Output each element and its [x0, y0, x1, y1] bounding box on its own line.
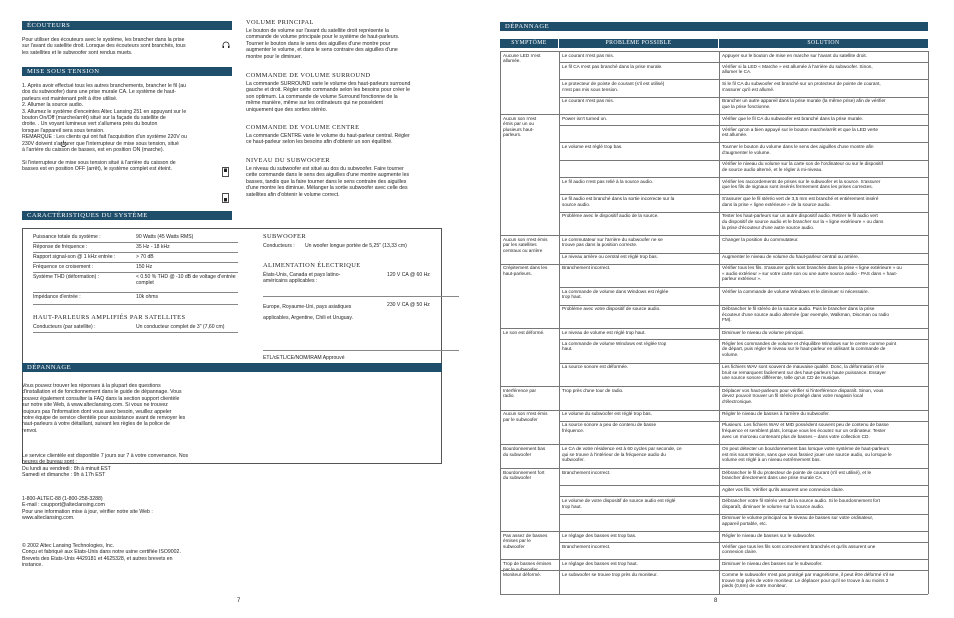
cell-line: une source sonore différente, telle qu'un CD de musique.: [722, 375, 841, 381]
headphone-jack-icon: [222, 36, 230, 54]
text-line: 2. Allumer la source audio.: [22, 102, 84, 109]
cell-line: Tourner le bouton du volume dans le sens des aiguilles d'une montre afin: [722, 144, 874, 150]
cell-line: brancher directement dans une prise murale CA.: [722, 475, 824, 481]
cell-line: Vérifier que le fil CA du subwoofer est branché dans la prise murale.: [722, 115, 864, 121]
cell-line: Changer la position du commutateur.: [722, 236, 799, 242]
cell-line: trop haut.: [562, 503, 582, 509]
volume-principal-text: [246, 28, 456, 60]
cell-line: parleurs.: [503, 132, 522, 138]
text-line: 1-800-ALTEC-88 (1-800-258-3288): [22, 496, 103, 502]
text-line: lorsque l'appareil sera sous tension.: [22, 127, 105, 134]
table-cell: [722, 515, 926, 532]
table-cell: [562, 544, 717, 561]
cell-line: Comme le subwoofer n'est pas protégé par magnétisme, il peut être déformé s'il se: [722, 572, 895, 578]
spec-value: 10k ohms: [136, 294, 159, 300]
table-cell: [722, 144, 926, 161]
text-line: bouton On/Off (marche/arrêt) situé sur la façade du satellite de: [22, 115, 166, 122]
volume-principal-heading: VOLUME PRINCIPAL: [246, 19, 314, 26]
text-line: Pour utiliser des écouteurs avec le système, les brancher dans la prise: [22, 37, 185, 43]
cell-line: de source audio alterné, et le régler à mi-niveau.: [722, 166, 823, 172]
cell-line: par les satellites: [503, 242, 537, 248]
spec-row: [33, 293, 238, 305]
subwoofer-heading: SUBWOOFER: [263, 233, 307, 240]
table-rule: [500, 51, 501, 594]
table-rule: [559, 51, 560, 594]
text-line: www.alteclansing.com.: [22, 515, 75, 522]
text-line: 1. Après avoir effectué tous les autres branchements, brancher le fil (au: [22, 83, 186, 89]
spec-row: [33, 253, 238, 263]
cell-line: par le subwoofer: [503, 566, 538, 572]
cell-line: Trop près d'une tour de radio.: [562, 387, 624, 393]
cell-line: volume.: [722, 351, 739, 357]
spec-label: Conducteurs (par satellite) :: [33, 324, 96, 330]
text-line: basses, tandis que la faire tourner dans le sens contraire des aiguilles: [246, 178, 407, 185]
cell-line: Agiter vos fils. Vérifier qu'ils assurent une connexion claire.: [722, 486, 845, 492]
spec-value: > 70 dB: [136, 254, 154, 260]
spec-row: [33, 273, 238, 293]
col-header-solution: SOLUTION: [719, 39, 928, 48]
cell-line: parleur extérieur ».: [722, 276, 762, 282]
contact-text: [22, 496, 262, 522]
spec-label: ETL/cETL/CE/NOM/IRAM Approuvé: [263, 355, 345, 361]
cell-line: Trop de basses émises: [503, 560, 552, 566]
cell-line: Le fil audio n'est pas relié à la source audio.: [562, 178, 654, 184]
cell-line: Vérifier tous les fils. S'assurer qu'ils sont branchés dans la prise « ligne extérieure » ou: [722, 265, 902, 271]
cell-line: bruit se remarquent facilement sur des haut-parleurs haute puissance. Essayer: [722, 369, 886, 375]
cell-line: S'assurer que le fil stéréo vert de 3,5 mm est branché et entièrement inséré: [722, 196, 879, 201]
cell-line: Débrancher votre fil stéréo vert de la source audio. Si le bourdonnement fort: [722, 497, 880, 503]
table-cell: [562, 81, 717, 98]
cell-line: « audio extérieur » sur votre carte son ou une autre source audio - PAS dans « haut-: [722, 270, 898, 276]
cell-line: Diminuer le niveau des basses sur le subwoofer.: [722, 560, 823, 566]
cell-line: trop haut.: [562, 294, 582, 300]
cell-line: devez pouvoir trouver un fil stéréo protégé dans votre magasin local: [722, 393, 863, 399]
spec-label: Fréquence ce croisement :: [33, 264, 94, 270]
cell-line: écouteur d'une source audio alternée (par exemple, Walkman, Discman ou radio: [722, 311, 889, 317]
cell-line: est allumée.: [722, 132, 748, 138]
cell-line: Problème avec le dispositif audio de la source.: [562, 213, 659, 219]
cell-line: avec un morceau contenant plus de basses – dans votre collection CD.: [722, 433, 870, 439]
cell-line: Aucun son n'est: [503, 115, 537, 121]
cell-line: allumée.: [503, 58, 521, 64]
table-cell: [503, 470, 557, 510]
text-line: basses est en position OFF (arrêt), le système complet est éteint.: [22, 166, 172, 173]
text-line: Conçu et fabriqué aux États-Unis dans notre usine certifiée ISO9002.: [22, 549, 181, 556]
cell-line: Le niveau arrière ou central est réglé trop bas.: [562, 254, 658, 260]
table-cell: [722, 289, 926, 306]
spec-row: [33, 323, 238, 333]
surround-text: [246, 81, 456, 113]
cell-line: appareil portable, etc.: [722, 520, 768, 526]
spec-value: Un conducteur complet de 3" (7,60 cm): [136, 324, 225, 330]
spec-label: Europe, Royaume-Uni, pays asiatiques applicables, Argentine, Chili et Uruguay.: [263, 304, 353, 321]
cell-line: Régler le niveau de basses sur le subwoofer.: [722, 532, 816, 538]
table-cell: [722, 161, 926, 178]
text-line: montre pour le diminuer.: [246, 53, 302, 60]
cell-line: Le volume de votre dispositif de source audio est réglé: [562, 497, 676, 503]
service-text: [22, 453, 262, 479]
text-line: Samedi et dimanche : 9h à 17h EST: [22, 472, 106, 479]
spec-label: Rapport signal-son @ 1 kHz entrée :: [33, 254, 116, 260]
depannage-text: [22, 383, 262, 434]
spec-label: Système THD (déformation) :: [33, 274, 100, 280]
cell-line: Bourdonnement fort: [503, 469, 545, 475]
cell-line: volume est réglé à un niveau extrêmement bas.: [722, 457, 821, 463]
table-cell: [722, 388, 926, 412]
cell-line: Si le fil CA du subwoofer est branché sur un protecteur de pointe de courant,: [722, 81, 881, 86]
text-line: heures de bureau sont :: [22, 459, 77, 466]
text-line: uniquement que des sorties stéréo.: [246, 106, 328, 113]
switch-off-icon: [222, 190, 229, 208]
table-cell: [722, 446, 926, 470]
cell-line: par le subwoofer: [503, 416, 538, 422]
text-line: sur notre site Web, à www.alteclansing.com. Si vous ne trouvez: [22, 402, 168, 409]
cell-line: Tester les haut-parleurs sur un autre dispositif audio. Retirer le fil audio vert: [722, 213, 878, 219]
niveau-subwoofer-text: [246, 166, 456, 198]
cell-line: Diminuer le volume principal ou le niveau de basses sur votre ordinateur,: [722, 515, 874, 521]
text-line: REMARQUE : Les clients qui ont fait l'acquisition d'un système 220V ou: [22, 134, 187, 141]
depannage-table-heading: DÉPANNAGE: [500, 22, 928, 31]
text-line: haut-parleurs à votre détaillant, suivant les règles de la police de: [22, 421, 170, 428]
cell-line: [562, 161, 717, 167]
cell-line: Débrancher le fil du protecteur de pointe de courant (s'il est utilisé), et le: [722, 469, 872, 475]
cell-line: trouve trop près de votre moniteur. Le déplacer pour qu'il se trouve à au moins 2: [722, 577, 889, 583]
cell-line: [562, 487, 717, 493]
cell-line: Le son est déformé.: [503, 329, 545, 335]
hp-heading: HAUT-PARLEURS AMPLIFIÉS PAR SATELLITES: [33, 314, 186, 321]
footer-text: [22, 543, 262, 569]
cell-line: Plusieurs. Les fichiers WAV et MID possèdent souvent peu de contenu de basse: [722, 422, 889, 428]
table-cell: [722, 422, 926, 446]
cell-line: Le réglage des basses est trop bas.: [562, 532, 637, 538]
cell-line: Vérifier le niveau du volume sur la carte son de l'ordinateur ou sur le dispositif: [722, 161, 883, 167]
cell-line: émis par un ou: [503, 121, 535, 127]
cell-line: Vérifier les raccordements de prises sur le subwoofer et la source. S'assurer: [722, 178, 881, 184]
cell-line: Débrancher le fil stéréo de la source audio. Puis le brancher dans la prise: [722, 306, 875, 312]
table-cell: [722, 127, 926, 144]
cell-line: Le niveau de volume est réglé trop haut.: [562, 329, 646, 335]
table-cell: [562, 341, 717, 365]
spec-value: 120 V CA @ 60 Hz: [387, 272, 430, 278]
table-rule: [719, 51, 720, 594]
cell-line: [562, 515, 717, 521]
table-cell: [562, 446, 717, 470]
cell-line: s'assurer qu'il est allumé.: [722, 86, 775, 92]
cell-line: Vérifier qu'on a bien appuyé sur le bouton marche/arrêt et que la LED verte: [722, 126, 878, 132]
table-cell: [503, 572, 557, 612]
cell-line: fréquence.: [562, 428, 585, 434]
table-rule: [928, 51, 929, 594]
table-cell: [562, 161, 717, 178]
cell-line: trouve pas dans la position correcte.: [562, 242, 638, 248]
text-line: droite. . Un voyant lumineux vert s'allumera près du bouton: [22, 121, 158, 128]
table-cell: [722, 81, 926, 98]
cell-line: Vérifier la commande de volume Windows et le diminuer si nécessaire.: [722, 288, 869, 294]
switch-on-icon: [222, 164, 229, 182]
cell-line: Brancher un autre appareil dans la prise murale (la même prise) afin de vérifier: [722, 98, 886, 104]
text-line: renvoi.: [22, 427, 38, 434]
text-line: 3. Allumez le système d'enceintes Altec Lansing 251 en appuyant sur le: [22, 108, 187, 115]
cell-line: Branchement incorrect.: [562, 265, 611, 271]
table-cell: [722, 237, 926, 254]
table-cell: [722, 179, 926, 196]
spec-label: Impédance d'entrée :: [33, 294, 81, 300]
cell-line: de départ, puis régler le niveau sur le haut-parleur en utilisant la commande de: [722, 346, 886, 352]
cell-line: haut.: [562, 346, 573, 352]
text-line: notre équipe de service clientèle pour assistance avant de renvoyer les: [22, 415, 186, 422]
text-line: les satellites et le subwoofer sont rendus muets.: [22, 49, 133, 56]
spec-label: Réponse de fréquence :: [33, 244, 88, 250]
cell-line: Vérifier que tous les fils sont correctement branchés et qu'ils assurent une: [722, 543, 876, 549]
text-line: satellites afin d'obtenir le volume correct.: [246, 191, 340, 198]
cell-line: allumer le CA.: [722, 69, 752, 75]
text-line: son optimum. La commande de volume Surround fonctionne de la: [246, 93, 398, 100]
cell-line: du subwoofer: [503, 451, 532, 457]
spec-value: < 0.50 % THD @ -10 dB de voltage d'entrée complet: [136, 274, 236, 287]
table-cell: [562, 237, 717, 254]
table-cell: [722, 265, 926, 289]
text-line: dos du subwoofer) dans une prise murale CA. Le système de haut-: [22, 89, 176, 96]
text-line: parleurs est maintenant prêt à être utilisé.: [22, 95, 118, 102]
table-cell: [722, 98, 926, 115]
table-cell: [722, 470, 926, 487]
ecouteurs-text: [22, 37, 236, 56]
cell-line: Augmenter le niveau de volume du haut-parleur central ou arrière.: [722, 254, 860, 260]
table-cell: [503, 116, 557, 156]
cell-line: subwoofer.: [562, 457, 585, 463]
cell-line: émises par le: [503, 538, 531, 544]
cell-line: Branchement incorrect.: [562, 543, 611, 549]
table-cell: [562, 196, 717, 213]
cell-line: connexion claire.: [722, 549, 758, 555]
table-cell: [562, 265, 717, 289]
cell-line: Le volume est réglé trop bas.: [562, 144, 623, 150]
ecouteurs-heading: ÉCOUTEURS: [22, 21, 232, 30]
table-cell: [503, 53, 557, 93]
table-cell: [562, 127, 717, 144]
cell-line: source audio.: [562, 201, 591, 207]
table-cell: [503, 330, 557, 370]
text-line: La commande SURROUND varie le volume des haut-parleurs surround: [246, 81, 411, 87]
cell-line: Le fil audio est branché dans la sortie incorrecte sur la: [562, 196, 675, 201]
table-cell: [562, 515, 717, 532]
text-line: ce haut-parleur selon les besoins afin d'obtenir un son équilibré.: [246, 139, 393, 146]
cell-line: est mis sous tension, sans que vous fassiez jouer une source audio, ou lorsque le: [722, 451, 892, 457]
cell-line: Régler les commandes de volume et d'équilibre Windows sur le centre comme point: [722, 340, 897, 346]
table-cell: [562, 364, 717, 388]
cell-line: centraux ou arrière: [503, 248, 543, 254]
cell-line: On peut détecter un bourdonnement bas lorsque votre système de haut-parleurs: [722, 445, 890, 451]
col-header-symptome: SYMPTÔME: [500, 39, 558, 48]
centre-heading: COMMANDE DE VOLUME CENTRE: [246, 124, 360, 131]
text-line: augmenter le volume, et dans le sens contraire des aiguilles d'une: [246, 47, 398, 54]
cell-line: que les fils de signaux sont insérés fermement dans les prises correctes.: [722, 184, 873, 190]
table-cell: [722, 544, 926, 561]
spec-row: [263, 271, 459, 297]
text-line: Le service clientèle est disponible 7 jours sur 7 à votre convenance. Nos: [22, 453, 189, 459]
table-cell: [562, 470, 717, 487]
text-line: Le niveau du subwoofer est situé au dos du subwoofer. Faire tourner: [246, 166, 404, 172]
table-cell: [562, 64, 717, 81]
cell-line: radio.: [503, 393, 515, 399]
cell-line: FM).: [722, 317, 732, 323]
table-cell: [722, 64, 926, 81]
text-line: Le bouton de volume sur l'avant du satellite droit représente la: [246, 28, 389, 34]
cell-line: fréquence et semblent plats, lorsque vous les écoutez sur un ordinateur. Tester: [722, 428, 886, 434]
spec-value: 150 Hz: [136, 264, 153, 270]
page-number-right: 8: [714, 598, 718, 604]
text-line: Si l'interrupteur de mise sous tension situé à l'arrière du caisson de: [22, 159, 176, 166]
text-line: © 2002 Altec Lansing Technologies, Inc.: [22, 543, 114, 549]
table-cell: [722, 196, 926, 213]
spec-label: États-Unis, Canada et pays latino-américains applicables :: [263, 272, 341, 285]
cell-line: pieds (0,6m) de votre moniteur.: [722, 583, 787, 589]
cell-line: Déplacer vos haut-parleurs pour vérifier si l'interférence disparaît. Sinon, vous: [722, 387, 884, 393]
cell-line: Les fichiers WAV sont souvent de mauvaise qualité. Donc, la déformation et le: [722, 364, 885, 370]
spec-row: [33, 263, 238, 273]
text-line: d'installation et de fonctionnement dans le guide de dépannage. Vous: [22, 389, 182, 396]
cell-line: Le commutateur sur l'arrière du subwoofer ne se: [562, 236, 663, 242]
surround-heading: COMMANDE DE VOLUME SURROUND: [246, 72, 371, 79]
text-line: toujours pas l'information dont vous avez besoin, veuillez appeler: [22, 408, 172, 415]
spec-row: [33, 243, 238, 253]
cell-line: subwoofer: [503, 543, 525, 549]
cell-line: dans la prise « ligne extérieure » de la source audio.: [722, 201, 831, 207]
table-cell: [722, 364, 926, 388]
text-line: d'une montre les diminue. Mélanger la sortie subwoofer avec celle des: [246, 185, 408, 192]
text-line: même manière, même sur les ordinateurs qui ne possèdent: [246, 100, 383, 107]
spec-label: Puissance totale du système :: [33, 234, 101, 240]
text-line: gauche et droit. Régler cette commande selon les besoins pour créer le: [246, 87, 411, 94]
table-cell: [562, 179, 717, 196]
cell-line: disparaît, diminuer le volume sur la source audio.: [722, 503, 825, 509]
cell-line: Problème avec votre dispositif de source audio.: [562, 306, 661, 312]
text-line: sur l'avant du satellite droit. Lorsque des écouteurs sont branchés, tous: [22, 43, 186, 50]
table-cell: [562, 572, 717, 596]
table-cell: [562, 213, 717, 237]
spec-row: [263, 242, 459, 252]
cell-line: Crépitement dans les: [503, 265, 548, 271]
spec-row: [33, 233, 238, 243]
table-cell: [722, 341, 926, 365]
niveau-subwoofer-heading: NIVEAU DU SUBWOOFER: [246, 157, 330, 164]
cell-line: Le subwoofer se trouve trop près du moniteur.: [562, 572, 658, 578]
text-line: Vous pouvez trouver les réponses à la plupart des questions: [22, 383, 161, 389]
text-line: commande de volume principale pour le système de haut-parleurs.: [246, 34, 400, 41]
cell-line: Vérifier si la LED « Marche » est allumée à l'arrière du subwoofer. Sinon,: [722, 63, 873, 69]
cell-line: Aucune LED n'est: [503, 52, 541, 58]
text-line: pouvez également consulter la FAQ dans la section support clientèle: [22, 395, 180, 402]
cell-line: d'augmenter le volume.: [722, 149, 771, 155]
cell-line: la prise d'écouteur d'une autre source audio.: [722, 224, 815, 230]
cell-line: du subwoofer: [503, 475, 532, 481]
spec-value: 35 Hz - 18 kHz: [136, 244, 170, 250]
cell-line: Le réglage des basses est trop haut.: [562, 560, 638, 566]
depannage-heading: DÉPANNAGE: [22, 363, 442, 372]
caracteristiques-heading: CARACTÉRISTIQUES DU SYSTÈME: [22, 211, 232, 220]
text-line: Pour une information mise à jour, vérifier notre site Web :: [22, 508, 153, 515]
cell-line: [562, 127, 717, 133]
centre-text: [246, 133, 456, 146]
cell-line: n'est pas mis sous tension.: [562, 86, 619, 92]
cell-line: La source sonore a peu de contenu de basse: [562, 422, 657, 428]
power-button-icon: [60, 134, 67, 152]
table-cell: [562, 98, 717, 115]
spec-row: [263, 301, 459, 351]
cell-line: Power isn't turned on.: [562, 115, 608, 121]
cell-line: Aucun son n'est émis: [503, 411, 548, 417]
cell-line: Le courant n'est pas mis.: [562, 52, 614, 58]
cell-line: La source sonore est déformée.: [562, 364, 629, 370]
table-cell: [562, 388, 717, 412]
cell-line: Branchement incorrect.: [562, 469, 611, 475]
cell-line: La commande de volume dans Windows est réglée: [562, 288, 669, 294]
text-line: Brevets des États-Unis 4429181 et 4625328, et autres brevets en: [22, 555, 173, 562]
cell-line: Le courant n'est pas mis.: [562, 98, 614, 104]
cell-line: Le CA de votre résidence est à 60 cycles par seconde, ce: [562, 445, 682, 451]
cell-line: du dispositif de source audio et le brancher sur la « ligne extérieure » ou dans: [722, 218, 884, 224]
text-line: Du lundi au vendredi : 8h à minuit EST: [22, 465, 111, 472]
text-line: La commande CENTRE varie le volume du haut-parleur central. Régler: [246, 133, 410, 139]
table-cell: [722, 498, 926, 515]
cell-line: d'électronique.: [722, 399, 753, 404]
cell-line: Pas assez de basses: [503, 532, 548, 538]
cell-line: Bourdonnement bas: [503, 445, 546, 451]
text-line: à l'arrière du caisson de basses, est en position ON (marche).: [22, 147, 164, 154]
mise-sous-tension-heading: MISE SOUS TENSION: [22, 67, 232, 76]
col-header-probleme: PROBLÈME POSSIBLE: [559, 39, 718, 48]
text-line: cette commande dans le sens des aiguilles d'une montre augmente les: [246, 172, 410, 179]
spec-label: Conducteurs :: [263, 243, 295, 249]
cell-line: Moniteur déformé.: [503, 572, 542, 578]
cell-line: Le volume du subwoofer est réglé trop bas.: [562, 411, 652, 417]
table-cell: [722, 572, 926, 596]
cell-line: plusieurs haut-: [503, 126, 534, 132]
cell-line: Le fil CA n'est pas branché dans la prise murale.: [562, 63, 663, 69]
text-line: E-mail : csupport@alteclansing.com: [22, 502, 105, 509]
spec-value: 230 V CA @ 50 Hz: [387, 302, 430, 308]
mise-sous-tension-text: [22, 83, 236, 173]
table-cell: [562, 498, 717, 515]
alimentation-heading: ALIMENTATION ÉLECTRIQUE: [263, 262, 361, 269]
spec-value: 90 Watts (45 Watts RMS): [136, 234, 194, 240]
table-cell: [562, 306, 717, 330]
spec-value: Un woofer longue portée de 5,25" (13,33 cm): [305, 243, 407, 249]
text-line: 230V doivent s'assurer que l'interrupteur de mise sous tension, situé: [22, 140, 179, 147]
table-cell: [722, 306, 926, 330]
table-cell: [722, 213, 926, 237]
table-rule: [500, 594, 928, 595]
cell-line: Appuyer sur le bouton de mise en marche sur l'avant du satellite droit.: [722, 52, 867, 58]
table-cell: [562, 144, 717, 161]
cell-line: qui se trouve à l'intérieur de la fréquence audio du: [562, 451, 666, 457]
text-line: instance.: [22, 562, 43, 569]
table-cell: [562, 289, 717, 306]
text-line: Tourner le bouton dans le sens des aiguilles d'une montre pour: [246, 40, 391, 47]
cell-line: que la prise fonctionne.: [722, 103, 771, 109]
cell-line: Diminuer le niveau du volume principal.: [722, 329, 804, 335]
cell-line: haut-parleurs.: [503, 270, 532, 276]
cell-line: La commande de volume Windows est réglée trop: [562, 340, 667, 346]
table-cell: [562, 422, 717, 446]
cell-line: Interférence par: [503, 387, 537, 393]
cell-line: Aucun son n'est émis: [503, 236, 548, 242]
cell-line: Le protecteur de pointe de courant (s'il est utilisé): [562, 81, 665, 86]
page-number-left: 7: [237, 598, 241, 604]
table-cell: [503, 265, 557, 305]
cell-line: Régler le niveau de basses à l'arrière du subwoofer.: [722, 411, 830, 417]
